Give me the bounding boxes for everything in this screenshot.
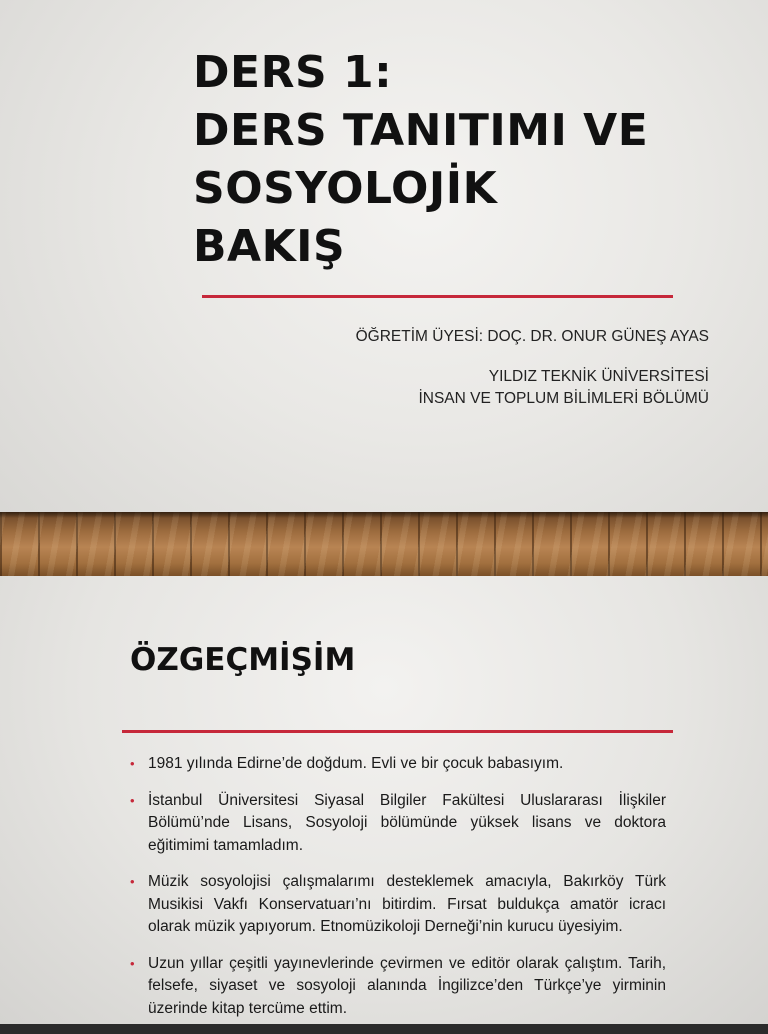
cv-heading: ÖZGEÇMİŞİM — [130, 642, 356, 678]
title-line: BAKIŞ — [193, 221, 346, 272]
slide-title — [193, 44, 713, 276]
title-divider — [202, 295, 673, 298]
bullet-text: Müzik sosyolojisi çalışmalarımı desteklemek amacıyla, Bakırköy Türk Musikisi Vakfı Konservatuarı’nı bitirdim. Fırsat buldukça amatör icracı olarak müzik yapıyorum. Etnomüzikoloji Derneği’nin kurucu üyesiyim. — [148, 873, 666, 935]
bullet-icon: • — [130, 955, 135, 971]
wood-floor-decoration — [0, 512, 768, 576]
university-label: YILDIZ TEKNİK ÜNİVERSİTESİ — [488, 368, 709, 385]
bullet-text: İstanbul Üniversitesi Siyasal Bilgiler Fakültesi Uluslararası İlişkiler Bölümü’nde Lisans, Sosyoloji bölümünde yüksek lisans ve doktora eğitimimi tamamladım. — [148, 791, 666, 854]
affiliation — [418, 366, 709, 410]
list-item — [128, 871, 666, 939]
title-line: DERS 1: — [193, 47, 393, 98]
title-line: SOSYOLOJİK — [193, 163, 498, 214]
list-item — [128, 953, 666, 1021]
cv-divider — [122, 730, 673, 733]
bullet-icon: • — [130, 874, 135, 889]
list-item — [128, 753, 666, 776]
bullet-icon: • — [130, 792, 135, 808]
department-label: İNSAN VE TOPLUM BİLİMLERİ BÖLÜMÜ — [418, 390, 709, 407]
title-line: DERS TANITIMI VE — [193, 105, 649, 156]
bullet-text: Uzun yıllar çeşitli yayınevlerinde çevirmen ve editör olarak çalıştım. Tarih, felsefe, siyaset ve sosyoloji alanında İngilizce’den Türkçe’ye yirminin üzerinde kitap tercüme ettim. — [148, 954, 666, 1017]
list-item — [128, 790, 666, 858]
instructor-label: ÖĞRETİM ÜYESİ: DOÇ. DR. ONUR GÜNEŞ AYAS — [355, 328, 709, 345]
cv-bullet-list — [128, 753, 666, 1034]
bullet-icon: • — [130, 756, 135, 771]
bullet-text: 1981 yılında Edirne’de doğdum. Evli ve bir çocuk babasıyım. — [148, 755, 564, 772]
